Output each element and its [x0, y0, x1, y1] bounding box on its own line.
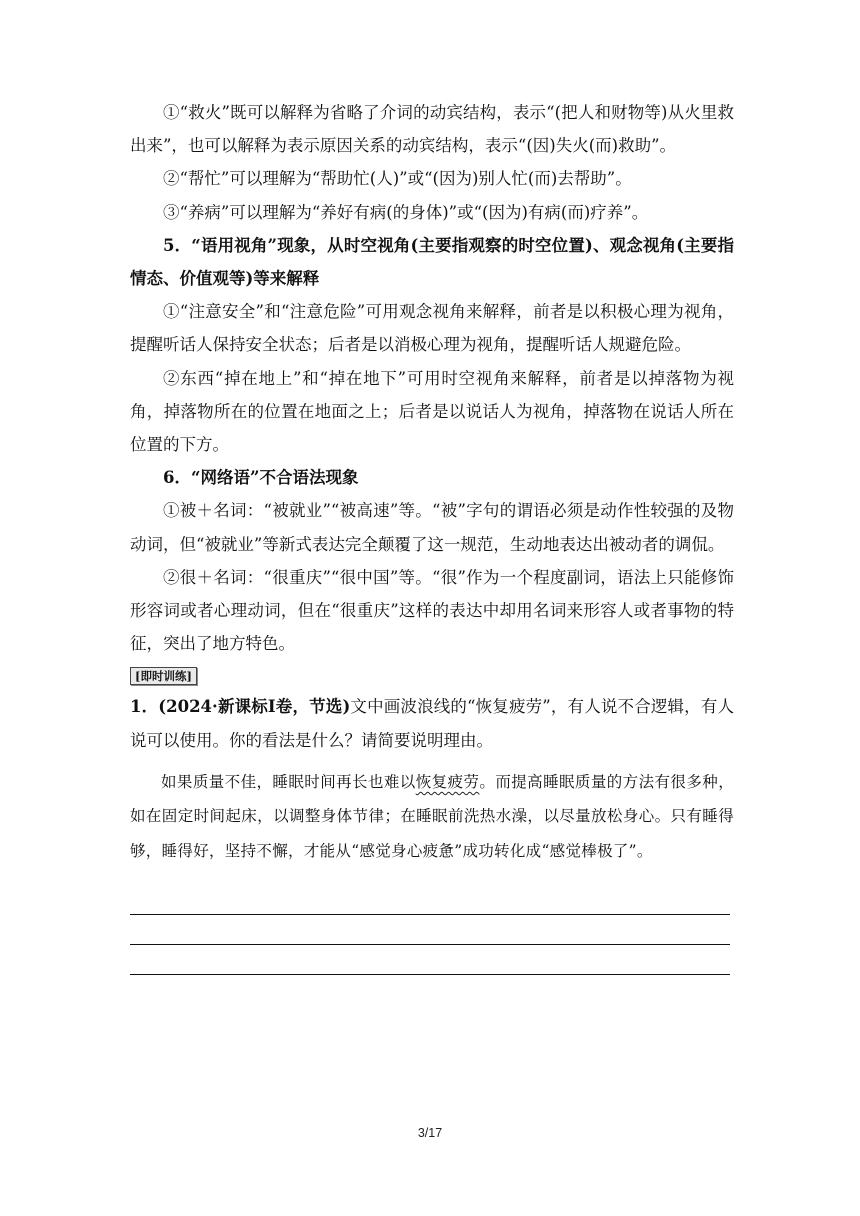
answer-line[interactable] [130, 945, 730, 975]
passage-after: 。而提高睡眠质量的方法有很多种，如在固定时间起床，以调整身体节律；在睡眠前洗热水澡，以尽量放松身心。只有睡得够，睡得好，坚持不懈，才能从“感觉身心疲惫”成功转化成“感觉棒极了”。 [130, 772, 734, 860]
question-source: 1．(2024·新课标Ⅰ卷，节选) [130, 697, 351, 717]
answer-line[interactable] [130, 884, 730, 915]
practice-tag-row [130, 660, 734, 690]
answer-line[interactable] [130, 915, 730, 945]
question-text: 文中画波浪线的“恢复疲劳”，有人说不合逻辑，有人说可以使用。你的看法是什么？请简要说明理由。 [130, 697, 735, 750]
practice-tag: [即时训练] [130, 667, 197, 685]
wavy-underlined-phrase: 恢复疲劳 [415, 772, 480, 791]
paragraph-bei-noun: ①被＋名词：“被就业”“被高速”等。“被”字句的谓语必须是动作性较强的及物动词，但“被就业”等新式表达完全颠覆了这一规范，生动地表达出被动者的调侃。 [130, 501, 734, 554]
section-heading-6: 6．“网络语”不合语法现象 [163, 468, 359, 488]
paragraph-bangmang: ②“帮忙”可以理解为“帮助忙(人)”或“(因为)别人忙(而)去帮助”。 [163, 169, 632, 189]
question-1 [130, 690, 734, 756]
section-heading-5: 5．“语用视角”现象，从时空视角(主要指观察的时空位置)、观念视角(主要指情态、价值观等)等来解释 [130, 235, 734, 289]
paragraph-hen-noun: ②很＋名词：“很重庆”“很中国”等。“很”作为一个程度副词，语法上只能修饰形容词或者心理动词，但在“很重庆”这样的表达中却用名词来形容人或者事物的特征，突出了地方特色。 [130, 567, 734, 654]
passage-before: 如果质量不佳，睡眠时间再长也难以 [161, 772, 416, 791]
reading-passage [130, 765, 734, 869]
page-number: 3/17 [417, 1126, 443, 1140]
passage-paragraph [130, 765, 734, 869]
answer-area[interactable] [130, 884, 734, 975]
paragraph-diaozai: ②东西“掉在地上”和“掉在地下”可用时空视角来解释，前者是以掉落物为视角，掉落物所在的位置在地面之上；后者是以说话人为视角，掉落物在说话人所在位置的下方。 [130, 368, 734, 455]
paragraph-zhuyi: ①“注意安全”和“注意危险”可用观念视角来解释，前者是以积极心理为视角，提醒听话人保持安全状态；后者是以消极心理为视角，提醒听话人规避危险。 [130, 302, 734, 355]
paragraph-yangbing: ③“养病”可以理解为“养好有病(的身体)”或“(因为)有病(而)疗养”。 [163, 202, 649, 222]
page-content [130, 96, 734, 975]
paragraph-jiuhuo: ①“救火”既可以解释为省略了介词的动宾结构，表示“(把人和财物等)从火里救出来”，也可以解释为表示原因关系的动宾结构，表示“(因)失火(而)救助”。 [130, 103, 734, 156]
